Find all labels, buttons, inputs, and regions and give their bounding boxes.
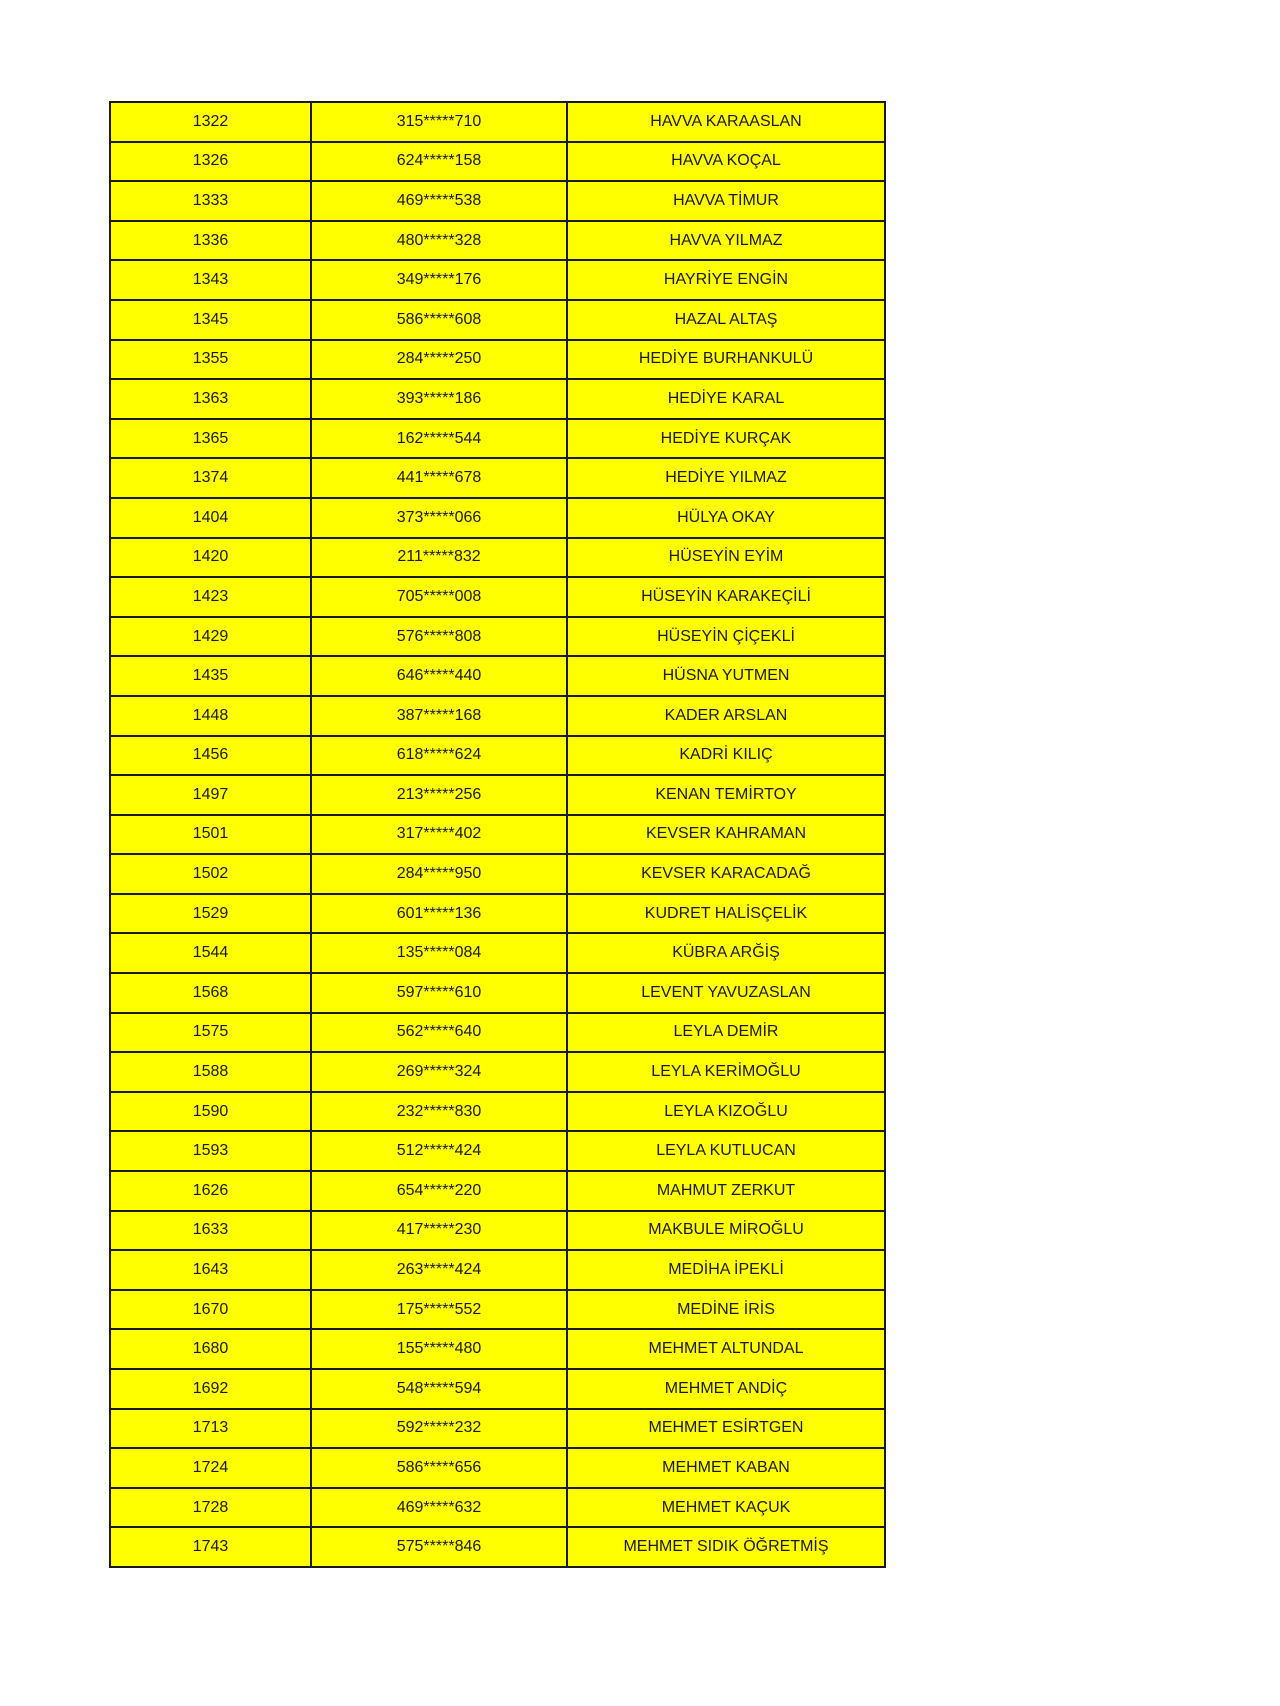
row-number-cell: 1333 xyxy=(110,181,311,221)
full-name-cell: MEDİHA İPEKLİ xyxy=(567,1250,885,1290)
full-name-cell: KUDRET HALİSÇELİK xyxy=(567,894,885,934)
masked-id-cell: 213*****256 xyxy=(311,775,567,815)
table-row xyxy=(110,775,885,815)
full-name-cell: KEVSER KARACADAĞ xyxy=(567,854,885,894)
full-name-cell: HAZAL ALTAŞ xyxy=(567,300,885,340)
row-number-cell: 1404 xyxy=(110,498,311,538)
full-name-cell: KADER ARSLAN xyxy=(567,696,885,736)
table-row xyxy=(110,181,885,221)
table-row xyxy=(110,1250,885,1290)
masked-id-cell: 315*****710 xyxy=(311,102,567,142)
full-name-cell: HAVVA KARAASLAN xyxy=(567,102,885,142)
row-number-cell: 1374 xyxy=(110,458,311,498)
row-number-cell: 1501 xyxy=(110,815,311,855)
masked-id-cell: 575*****846 xyxy=(311,1527,567,1567)
row-number-cell: 1590 xyxy=(110,1092,311,1132)
full-name-cell: MEHMET KAÇUK xyxy=(567,1488,885,1528)
masked-id-cell: 155*****480 xyxy=(311,1329,567,1369)
full-name-cell: LEVENT YAVUZASLAN xyxy=(567,973,885,1013)
masked-id-cell: 592*****232 xyxy=(311,1409,567,1449)
full-name-cell: MEHMET ANDİÇ xyxy=(567,1369,885,1409)
row-number-cell: 1588 xyxy=(110,1052,311,1092)
table-row xyxy=(110,340,885,380)
table-row xyxy=(110,815,885,855)
masked-id-cell: 417*****230 xyxy=(311,1211,567,1251)
masked-id-cell: 373*****066 xyxy=(311,498,567,538)
masked-id-cell: 441*****678 xyxy=(311,458,567,498)
masked-id-cell: 469*****632 xyxy=(311,1488,567,1528)
full-name-cell: HÜSEYİN EYİM xyxy=(567,538,885,578)
row-number-cell: 1593 xyxy=(110,1131,311,1171)
masked-id-cell: 548*****594 xyxy=(311,1369,567,1409)
row-number-cell: 1724 xyxy=(110,1448,311,1488)
full-name-cell: KÜBRA ARĞİŞ xyxy=(567,933,885,973)
row-number-cell: 1343 xyxy=(110,260,311,300)
full-name-cell: HAVVA KOÇAL xyxy=(567,142,885,182)
name-list-table xyxy=(109,101,886,1568)
table-row xyxy=(110,1527,885,1567)
row-number-cell: 1423 xyxy=(110,577,311,617)
full-name-cell: HEDİYE KARAL xyxy=(567,379,885,419)
table-row xyxy=(110,696,885,736)
table-row xyxy=(110,1052,885,1092)
masked-id-cell: 269*****324 xyxy=(311,1052,567,1092)
table-row xyxy=(110,617,885,657)
full-name-cell: KADRİ KILIÇ xyxy=(567,736,885,776)
masked-id-cell: 480*****328 xyxy=(311,221,567,261)
masked-id-cell: 263*****424 xyxy=(311,1250,567,1290)
masked-id-cell: 576*****808 xyxy=(311,617,567,657)
table-row xyxy=(110,656,885,696)
table-row xyxy=(110,973,885,1013)
row-number-cell: 1435 xyxy=(110,656,311,696)
masked-id-cell: 705*****008 xyxy=(311,577,567,617)
table-row xyxy=(110,1290,885,1330)
row-number-cell: 1448 xyxy=(110,696,311,736)
masked-id-cell: 646*****440 xyxy=(311,656,567,696)
masked-id-cell: 618*****624 xyxy=(311,736,567,776)
table-row xyxy=(110,260,885,300)
masked-id-cell: 211*****832 xyxy=(311,538,567,578)
table-row xyxy=(110,1013,885,1053)
masked-id-cell: 135*****084 xyxy=(311,933,567,973)
row-number-cell: 1633 xyxy=(110,1211,311,1251)
full-name-cell: LEYLA DEMİR xyxy=(567,1013,885,1053)
table-body xyxy=(110,102,885,1567)
row-number-cell: 1420 xyxy=(110,538,311,578)
masked-id-cell: 162*****544 xyxy=(311,419,567,459)
row-number-cell: 1336 xyxy=(110,221,311,261)
row-number-cell: 1743 xyxy=(110,1527,311,1567)
table-row xyxy=(110,894,885,934)
full-name-cell: MEHMET SIDIK ÖĞRETMİŞ xyxy=(567,1527,885,1567)
full-name-cell: HÜSEYİN KARAKEÇİLİ xyxy=(567,577,885,617)
full-name-cell: LEYLA KERİMOĞLU xyxy=(567,1052,885,1092)
full-name-cell: HÜSNA YUTMEN xyxy=(567,656,885,696)
masked-id-cell: 601*****136 xyxy=(311,894,567,934)
row-number-cell: 1713 xyxy=(110,1409,311,1449)
masked-id-cell: 349*****176 xyxy=(311,260,567,300)
table-row xyxy=(110,379,885,419)
row-number-cell: 1643 xyxy=(110,1250,311,1290)
full-name-cell: MEDİNE İRİS xyxy=(567,1290,885,1330)
row-number-cell: 1456 xyxy=(110,736,311,776)
row-number-cell: 1626 xyxy=(110,1171,311,1211)
table-row xyxy=(110,1488,885,1528)
row-number-cell: 1355 xyxy=(110,340,311,380)
full-name-cell: HAVVA TİMUR xyxy=(567,181,885,221)
table-row xyxy=(110,854,885,894)
table-row xyxy=(110,577,885,617)
masked-id-cell: 562*****640 xyxy=(311,1013,567,1053)
masked-id-cell: 232*****830 xyxy=(311,1092,567,1132)
table-row xyxy=(110,1329,885,1369)
table-row xyxy=(110,498,885,538)
full-name-cell: HÜLYA OKAY xyxy=(567,498,885,538)
table-row xyxy=(110,736,885,776)
table-row xyxy=(110,1409,885,1449)
table-row xyxy=(110,538,885,578)
row-number-cell: 1363 xyxy=(110,379,311,419)
masked-id-cell: 387*****168 xyxy=(311,696,567,736)
full-name-cell: HÜSEYİN ÇİÇEKLİ xyxy=(567,617,885,657)
masked-id-cell: 469*****538 xyxy=(311,181,567,221)
masked-id-cell: 586*****608 xyxy=(311,300,567,340)
row-number-cell: 1345 xyxy=(110,300,311,340)
table-row xyxy=(110,1369,885,1409)
table-row xyxy=(110,458,885,498)
masked-id-cell: 284*****950 xyxy=(311,854,567,894)
table-row xyxy=(110,221,885,261)
row-number-cell: 1544 xyxy=(110,933,311,973)
table-row xyxy=(110,300,885,340)
masked-id-cell: 317*****402 xyxy=(311,815,567,855)
masked-id-cell: 512*****424 xyxy=(311,1131,567,1171)
full-name-cell: KENAN TEMİRTOY xyxy=(567,775,885,815)
table-row xyxy=(110,933,885,973)
table-row xyxy=(110,142,885,182)
full-name-cell: HAYRİYE ENGİN xyxy=(567,260,885,300)
row-number-cell: 1502 xyxy=(110,854,311,894)
masked-id-cell: 175*****552 xyxy=(311,1290,567,1330)
masked-id-cell: 624*****158 xyxy=(311,142,567,182)
row-number-cell: 1575 xyxy=(110,1013,311,1053)
row-number-cell: 1497 xyxy=(110,775,311,815)
row-number-cell: 1322 xyxy=(110,102,311,142)
row-number-cell: 1728 xyxy=(110,1488,311,1528)
masked-id-cell: 284*****250 xyxy=(311,340,567,380)
full-name-cell: KEVSER KAHRAMAN xyxy=(567,815,885,855)
full-name-cell: MAHMUT ZERKUT xyxy=(567,1171,885,1211)
masked-id-cell: 597*****610 xyxy=(311,973,567,1013)
row-number-cell: 1692 xyxy=(110,1369,311,1409)
row-number-cell: 1365 xyxy=(110,419,311,459)
full-name-cell: LEYLA KIZOĞLU xyxy=(567,1092,885,1132)
table-row xyxy=(110,1171,885,1211)
full-name-cell: MEHMET KABAN xyxy=(567,1448,885,1488)
table-row xyxy=(110,419,885,459)
row-number-cell: 1326 xyxy=(110,142,311,182)
masked-id-cell: 654*****220 xyxy=(311,1171,567,1211)
full-name-cell: HEDİYE BURHANKULÜ xyxy=(567,340,885,380)
masked-id-cell: 393*****186 xyxy=(311,379,567,419)
full-name-cell: MAKBULE MİROĞLU xyxy=(567,1211,885,1251)
full-name-cell: MEHMET ALTUNDAL xyxy=(567,1329,885,1369)
full-name-cell: LEYLA KUTLUCAN xyxy=(567,1131,885,1171)
table-row xyxy=(110,102,885,142)
row-number-cell: 1429 xyxy=(110,617,311,657)
row-number-cell: 1568 xyxy=(110,973,311,1013)
row-number-cell: 1529 xyxy=(110,894,311,934)
row-number-cell: 1680 xyxy=(110,1329,311,1369)
table-row xyxy=(110,1448,885,1488)
full-name-cell: HAVVA YILMAZ xyxy=(567,221,885,261)
table-row xyxy=(110,1131,885,1171)
table-row xyxy=(110,1211,885,1251)
table-row xyxy=(110,1092,885,1132)
full-name-cell: HEDİYE YILMAZ xyxy=(567,458,885,498)
masked-id-cell: 586*****656 xyxy=(311,1448,567,1488)
full-name-cell: MEHMET ESİRTGEN xyxy=(567,1409,885,1449)
row-number-cell: 1670 xyxy=(110,1290,311,1330)
full-name-cell: HEDİYE KURÇAK xyxy=(567,419,885,459)
